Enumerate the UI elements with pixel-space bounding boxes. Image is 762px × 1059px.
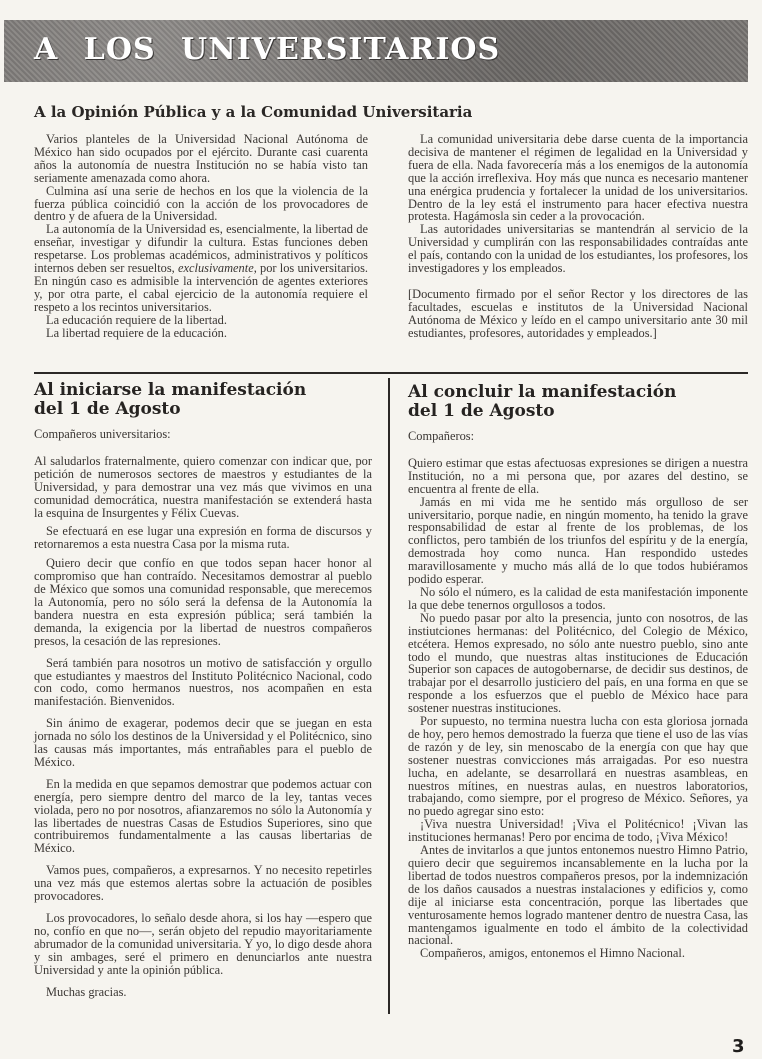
speech-paragraph: En la medida en que sepamos demostrar que podemos actuar con energía, pero siempre dentro del marco de la ley, tantas veces violada, pero no por nosotros, afianzaremos no sólo la Autonomía y las libertades de nuestras Casas de Estudios Superiores, sino que contribuiremos fundamentalmente a las causas libertarias de México.: [34, 776, 372, 856]
column-divider: [388, 378, 390, 1014]
speech-end-title-line2: del 1 de Agosto: [408, 401, 555, 421]
statement-paragraph: La libertad requiere de la educación.: [46, 325, 227, 340]
statement-paragraph-text: , por los universitarios. En ningún caso es admisible la intervención de agentes exteriores y, por otra parte, el cabal ejercicio de la autonomía requiere el respeto a los recintos universitarios.: [34, 261, 368, 314]
speech-paragraph: ¡Viva nuestra Universidad! ¡Viva el Politécnico! ¡Vivan las instituciones hermanas! Pero por encima de todo, ¡Viva México!: [408, 817, 748, 845]
signature-note: [Documento firmado por el señor Rector y los directores de las facultades, escuelas e institutos de la Universidad Nacional Autónoma de México y leído en el campo universitario ante 30 mil estudiantes, profesores, autoridades y empleados.]: [408, 286, 748, 340]
header-banner: [4, 20, 748, 82]
speech-paragraph: Sin ánimo de exagerar, podemos decir que se juegan en esta jornada no sólo los destinos de la Universidad y el Politécnico, sino las causas más importantes, más entrañables para el pueblo de México.: [34, 716, 372, 769]
statement-paragraph: [34, 223, 368, 313]
speech-paragraph: Jamás en mi vida me he sentido más orgulloso de ser universitario, porque nadie, en ningún momento, ha tenido la grave responsabilidad de estar al frente de los problemas, de los conflictos, pero también de los triunfos del espíritu y de la energía, demostrada hoy como nunca. Han respondido ustedes maravillosamente y mucho más allá de lo que todos hubiéramos podido esperar.: [408, 494, 748, 587]
statement-paragraph: La educación requiere de la libertad.: [46, 312, 227, 327]
banner-title: A LOS UNIVERSITARIOS: [34, 32, 501, 67]
speech-paragraph: Vamos pues, compañeros, a expresarnos. Y no necesito repetirles una vez más que estemos alertas sobre la actuación de posibles provocadores.: [34, 863, 372, 904]
statement-right-column: [408, 133, 748, 340]
speech-closing: Compañeros, amigos, entonemos el Himno Nacional.: [420, 946, 685, 961]
statement-left-column: [34, 133, 368, 340]
statement-title: A la Opinión Pública y a la Comunidad Universitaria: [34, 103, 473, 121]
speech-start-title: [34, 381, 306, 419]
speech-paragraph: Al saludarlos fraternalmente, quiero comenzar con indicar que, por petición de numerosos sectores de maestros y estudiantes de la Universidad, y para demostrar una vez más que vivimos en una comunidad democrática, nuestra manifestación se extenderá hasta la esquina de Insurgentes y Félix Cuevas.: [34, 453, 372, 520]
emphasis-text: exclusivamente: [178, 261, 254, 276]
speech-end-salutation: Compañeros:: [408, 429, 475, 443]
statement-paragraph: La comunidad universitaria debe darse cuenta de la importancia decisiva de mantener el régimen de legalidad en la Universidad y fuera de ella. Nada favorecería más a los enemigos de la autonomía que la acción irreflexiva. Hoy más que nunca es necesario mantener una enérgica prudencia y fortalecer la unidad de los universitarios. Dentro de la ley está el instrumento para hacer efectiva nuestra protesta. Hagámosla sin ceder a la provocación.: [408, 132, 748, 224]
statement-paragraph-text: La autonomía de la Universidad es, esencialmente, la libertad de enseñar, investigar y difundir la cultura. Estas funciones deben respetarse. Los problemas académicos, administrativos y políticos internos deben ser resueltos,: [34, 222, 368, 276]
speech-paragraph: Se efectuará en ese lugar una expresión en forma de discursos y retornaremos a esta nuestra Casa por la misma ruta.: [34, 524, 372, 552]
statement-paragraph: Las autoridades universitarias se mantendrán al servicio de la Universidad y cumplirán con las responsabilidades contraídas ante el país, contando con la unidad de los estudiantes, los profesores, los investigadores y los empleados.: [408, 222, 748, 276]
speech-paragraph: Por supuesto, no termina nuestra lucha con esta gloriosa jornada de hoy, pero hemos demostrado la fuerza que tiene el uso de las vías de razón y de ley, sin menoscabo de la energía con que hay que sostener nuestras convicciones más arraigadas. Por eso nuestra lucha, en adelante, se desarrollará en nuestras asambleas, en nuestros mítines, en nuestras aulas, en nuestros laboratorios, trabajando, como siempre, por el progreso de México. Señores, ya no puedo agregar sino esto:: [408, 714, 748, 819]
speech-paragraph: Antes de invitarlos a que juntos entonemos nuestro Himno Patrio, quiero decir que seguiremos incansablemente en la lucha por la libertad de todos nuestros compañeros presos, por la indemnización de los daños causados a nuestras instalaciones y edificios y, como dije al iniciarse esta concentración, porque las libertades que venturosamente hemos logrado mantener dentro de nuestra Casa, las mantengamos igualmente en todo el ámbito de la colectividad nacional.: [408, 843, 748, 948]
speech-start-title-line2: del 1 de Agosto: [34, 399, 181, 419]
speech-paragraph: No puedo pasar por alto la presencia, junto con nosotros, de las instiutciones hermanas: del Politécnico, del Colegio de México, etcétera. Hemos expresado, no sólo ante nuestro pueblo, sino ante todo el mundo, que nuestras altas instituciones de Educación Superior son capaces de autogobernarse, de decidir sus destinos, de trabajar por el desarrollo justiciero del país, en una forma en que se responde a los esfuerzos que el pueblo de México hace para sostener nuestras instituciones.: [408, 610, 748, 716]
section-divider: [34, 372, 748, 374]
speech-paragraph: Los provocadores, lo señalo desde ahora, si los hay —espero que no, confío en que no—, serán objeto del repudio mayoritariamente abrumador de la comunidad universitaria. Y yo, lo digo desde ahora y sin ambages, seré el primero en denunciarlos ante nuestra Universidad y ante la opinión pública.: [34, 911, 372, 977]
page-number: 3: [732, 1036, 745, 1057]
speech-start-column: [34, 428, 372, 998]
speech-end-title-line1: Al concluir la manifestación: [408, 382, 677, 402]
statement-paragraph: Culmina así una serie de hechos en los que la violencia de la fuerza pública coincidió con la acción de los provocadores de dentro y de afuera de la Universidad.: [34, 183, 368, 224]
speech-end-column: [408, 430, 748, 960]
speech-paragraph: Quiero decir que confío en que todos sepan hacer honor al compromiso que han contraído. Necesitamos demostrar al pueblo de México que somos una comunidad responsable, que merecemos la Autonomía, pero no sólo será la defensa de la Autonomía la bandera nuestra en esta expresión pública; será también la demanda, la exigencia por la libertad de nuestros compañeros presos, la cesación de las represiones.: [34, 556, 372, 648]
speech-paragraph: No sólo el número, es la calidad de esta manifestación imponente la que debe tenernos orgullosos a todos.: [408, 584, 748, 612]
speech-start-title-line1: Al iniciarse la manifestación: [34, 380, 307, 400]
speech-closing: Muchas gracias.: [46, 984, 127, 999]
speech-paragraph: Será también para nosotros un motivo de satisfacción y orgullo que estudiantes y maestros del Instituto Politécnico Nacional, codo con codo, como hermanos nuestros, nos acompañen en esta manifestación. Bienvenidos.: [34, 655, 372, 709]
speech-end-title: [408, 383, 676, 421]
speech-start-salutation: Compañeros universitarios:: [34, 427, 171, 441]
speech-paragraph: Quiero estimar que estas afectuosas expresiones se dirigen a nuestra Institución, no a mi persona que, por azares del destino, se encuentra al frente de ella.: [408, 455, 748, 496]
statement-paragraph: Varios planteles de la Universidad Nacional Autónoma de México han sido ocupados por el ejército. Durante casi cuarenta años la autonomía de nuestra Institución no se había visto tan seriamente amenazada como ahora.: [34, 132, 368, 185]
